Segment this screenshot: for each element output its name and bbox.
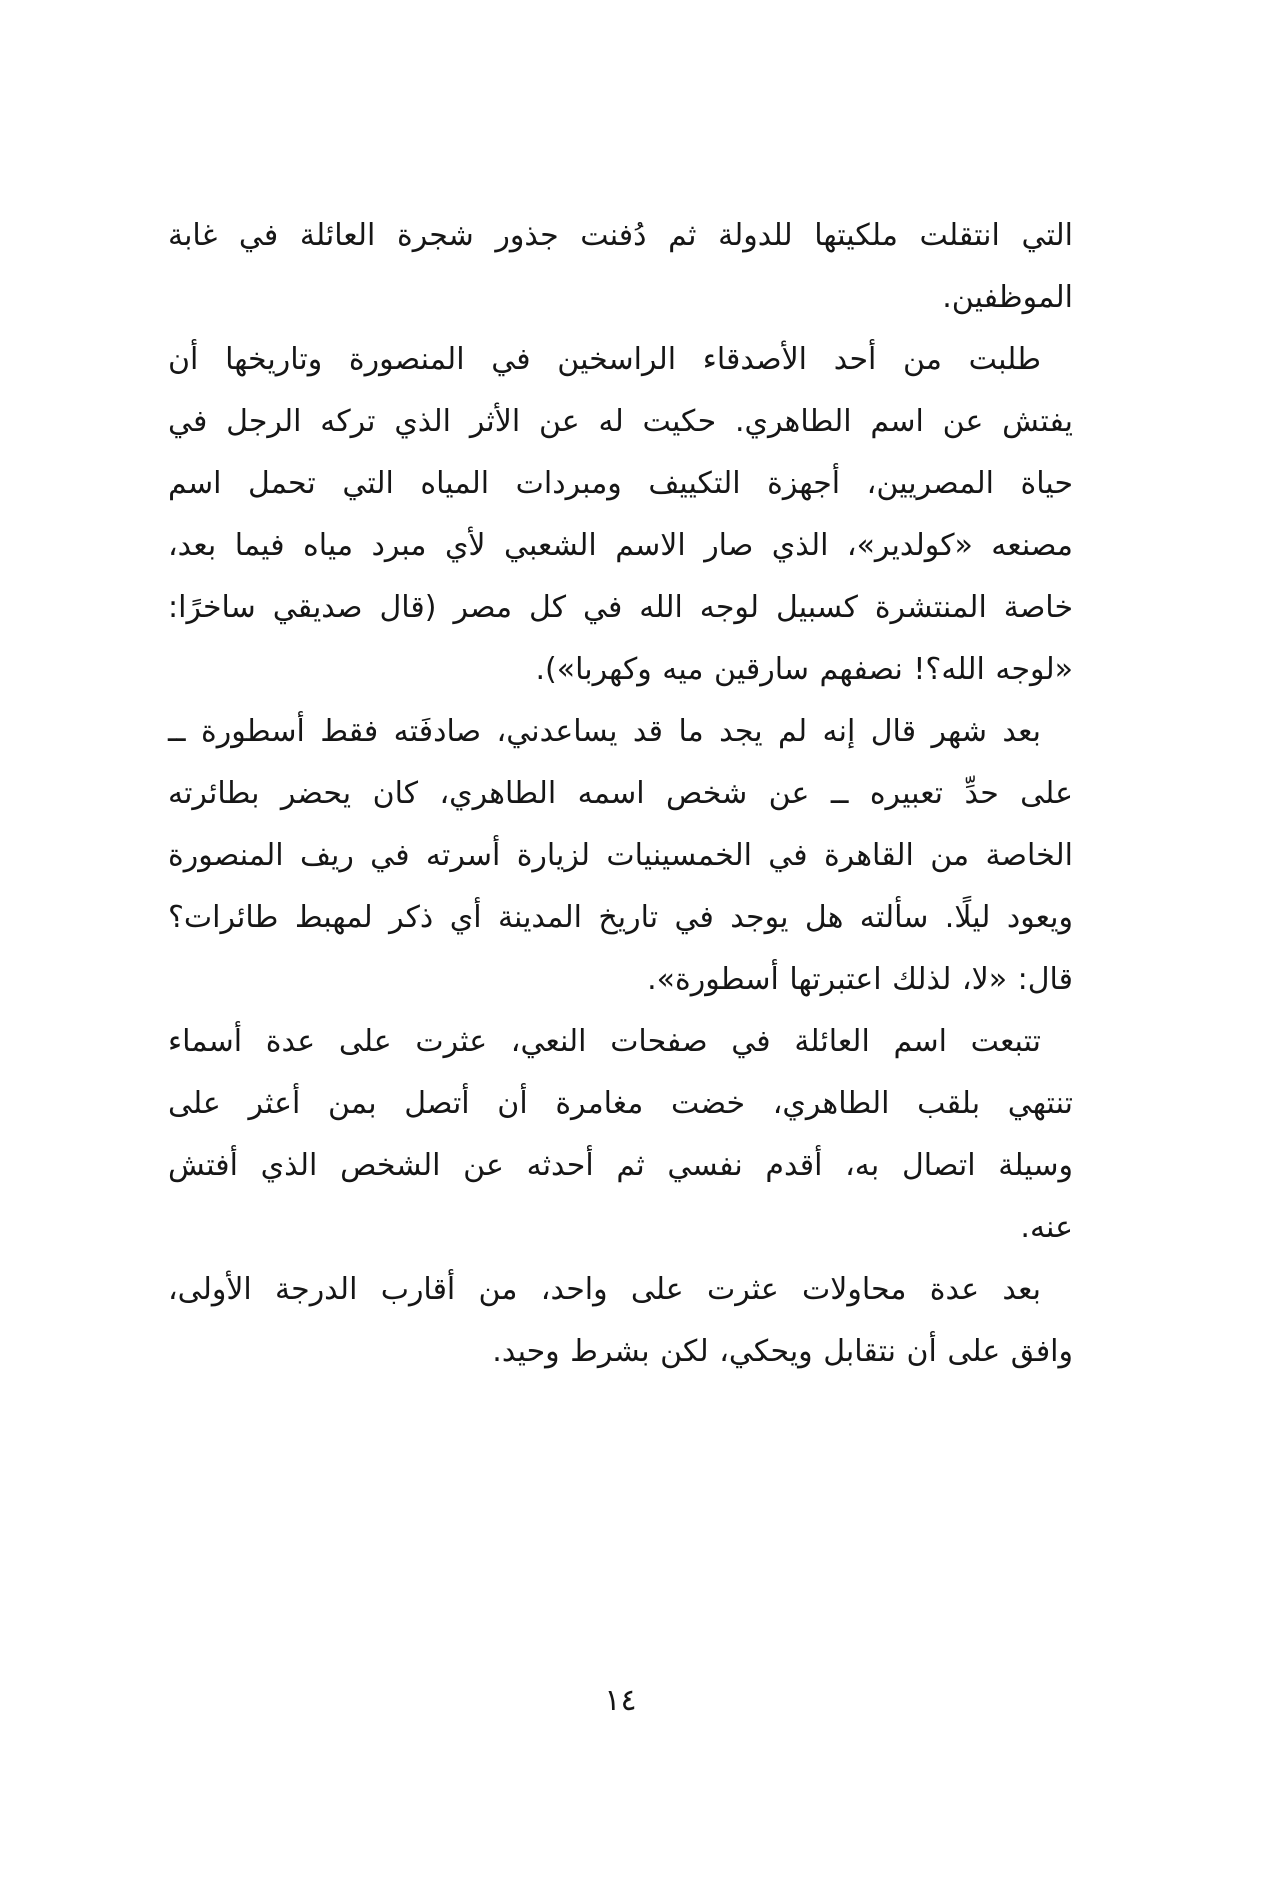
page-number: ١٤ — [604, 1683, 637, 1718]
text-line: ويعود ليلًا. سألته هل يوجد في تاريخ المدينة أي ذكر لمهبط طائرات؟ — [168, 900, 1073, 935]
body-text — [168, 205, 1073, 1383]
text-line: تتبعت اسم العائلة في صفحات النعي، عثرت على عدة أسماء — [168, 1024, 1041, 1059]
text-line: حياة المصريين، أجهزة التكييف ومبردات المياه التي تحمل اسم — [168, 466, 1073, 501]
text-line: تنتهي بلقب الطاهري، خضت مغامرة أن أتصل بمن أعثر على — [168, 1086, 1073, 1121]
text-line: يفتش عن اسم الطاهري. حكيت له عن الأثر الذي تركه الرجل في — [168, 404, 1073, 439]
text-line: الموظفين. — [942, 280, 1073, 315]
text-line: بعد شهر قال إنه لم يجد ما قد يساعدني، صادفَته فقط أسطورة ــ — [168, 714, 1041, 749]
text-line: الخاصة من القاهرة في الخمسينيات لزيارة أسرته في ريف المنصورة — [168, 838, 1073, 873]
text-line: طلبت من أحد الأصدقاء الراسخين في المنصورة وتاريخها أن — [168, 342, 1041, 377]
text-line: مصنعه «كولدير»، الذي صار الاسم الشعبي لأي مبرد مياه فيما بعد، — [168, 528, 1073, 563]
text-line: وافق على أن نتقابل ويحكي، لكن بشرط وحيد. — [492, 1334, 1073, 1369]
text-line: بعد عدة محاولات عثرت على واحد، من أقارب الدرجة الأولى، — [168, 1272, 1041, 1307]
text-line: على حدِّ تعبيره ــ عن شخص اسمه الطاهري، كان يحضر بطائرته — [168, 776, 1073, 811]
text-line: وسيلة اتصال به، أقدم نفسي ثم أحدثه عن الشخص الذي أفتش — [168, 1148, 1073, 1183]
text-line: خاصة المنتشرة كسبيل لوجه الله في كل مصر (قال صديقي ساخرًا: — [168, 590, 1073, 625]
text-line: «لوجه الله؟! نصفهم سارقين ميه وكهربا»). — [535, 652, 1073, 687]
text-line: قال: «لا، لذلك اعتبرتها أسطورة». — [647, 962, 1073, 997]
text-line: التي انتقلت ملكيتها للدولة ثم دُفنت جذور شجرة العائلة في غابة — [168, 218, 1073, 253]
text-line: عنه. — [1020, 1210, 1073, 1245]
